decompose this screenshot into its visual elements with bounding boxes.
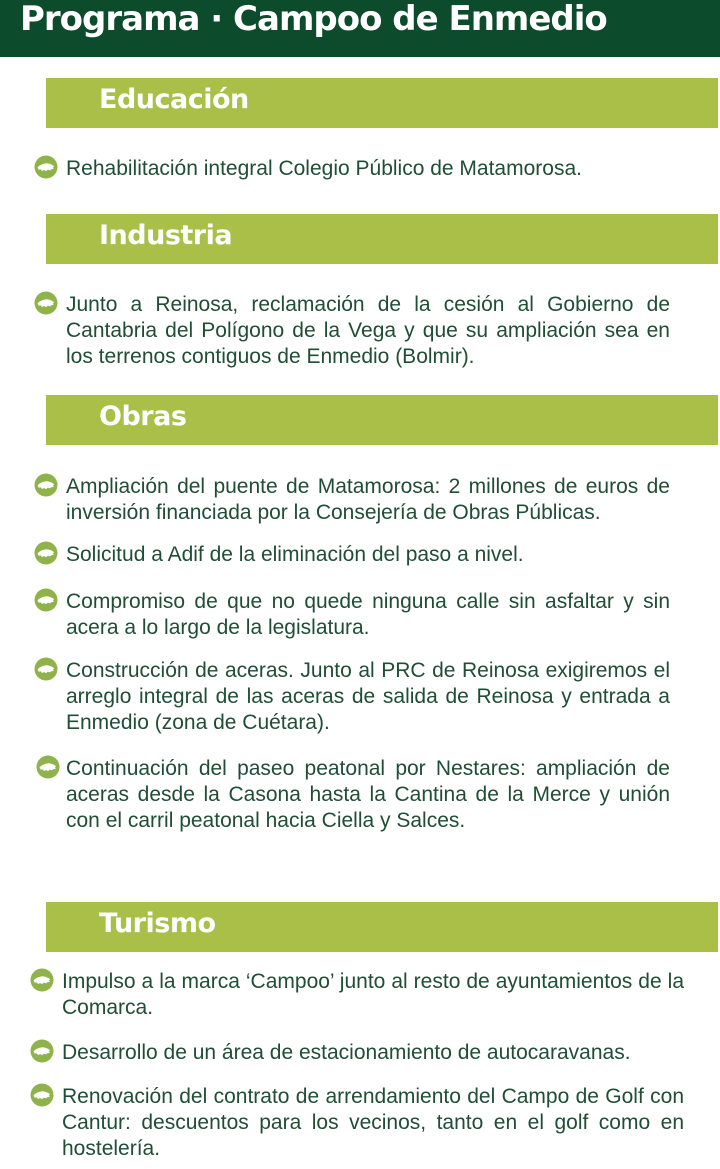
section-header-obras	[46, 395, 718, 445]
cantabria-map-icon	[30, 1039, 54, 1063]
section-title: Obras	[99, 401, 187, 432]
cantabria-map-icon	[34, 588, 58, 612]
list-item: Rehabilitación integral Colegio Público de Matamorosa.	[66, 157, 582, 180]
list-item: Ampliación del puente de Matamorosa: 2 millones de euros de inversión financiada por la Consejería de Obras Públicas.	[66, 475, 670, 524]
list-item: Construcción de aceras. Junto al PRC de Reinosa exigiremos el arreglo integral de las aceras de salida de Reinosa y entrada a Enmedio (zona de Cuétara).	[66, 659, 670, 734]
list-item: Solicitud a Adif de la eliminación del paso a nivel.	[66, 543, 524, 566]
list-item: Impulso a la marca ‘Campoo’ junto al resto de ayuntamientos de la Comarca.	[62, 970, 684, 1019]
page-title: Programa · Campoo de Enmedio	[20, 0, 607, 39]
list-item: Renovación del contrato de arrendamiento del Campo de Golf con Cantur: descuentos para los vecinos, tanto en el golf como en hostelería.	[62, 1085, 684, 1160]
cantabria-map-icon	[36, 755, 60, 779]
cantabria-map-icon	[34, 657, 58, 681]
list-item: Continuación del paseo peatonal por Nestares: ampliación de aceras desde la Casona hasta la Cantina de la Merce y unión con el carril peatonal hacia Ciella y Salces.	[66, 757, 670, 832]
cantabria-map-icon	[34, 541, 58, 565]
title-bar	[0, 0, 720, 57]
section-title: Educación	[99, 84, 249, 115]
cantabria-map-icon	[34, 155, 58, 179]
list-item: Compromiso de que no quede ninguna calle sin asfaltar y sin acera a lo largo de la legislatura.	[66, 590, 670, 639]
list-item: Junto a Reinosa, reclamación de la cesión al Gobierno de Cantabria del Polígono de la Vega y que su ampliación sea en los terrenos contiguos de Enmedio (Bolmir).	[66, 293, 670, 368]
cantabria-map-icon	[30, 1083, 54, 1107]
section-header-industria	[46, 214, 718, 264]
section-title: Turismo	[99, 908, 216, 939]
cantabria-map-icon	[30, 968, 54, 992]
section-title: Industria	[99, 220, 233, 251]
cantabria-map-icon	[34, 291, 58, 315]
section-header-turismo	[46, 902, 718, 952]
section-header-educacion	[46, 78, 718, 128]
cantabria-map-icon	[34, 473, 58, 497]
list-item: Desarrollo de un área de estacionamiento de autocaravanas.	[62, 1041, 631, 1064]
